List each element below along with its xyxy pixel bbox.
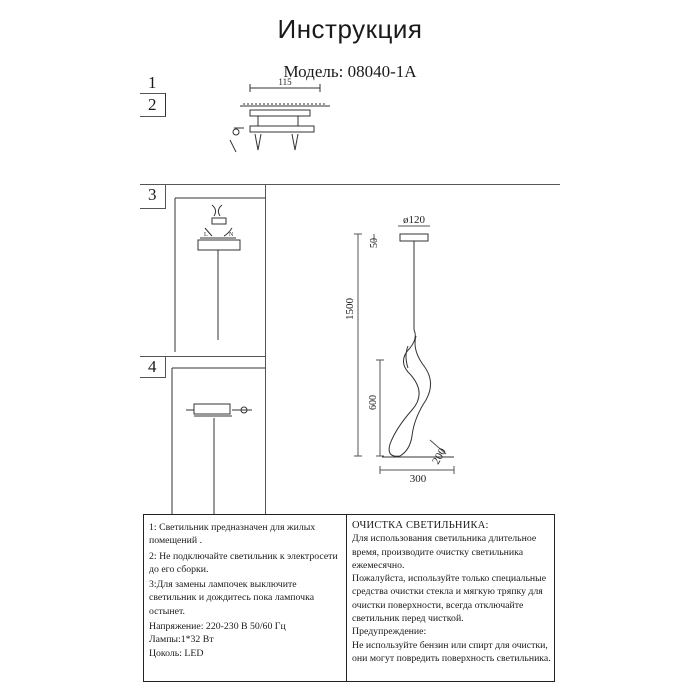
step-number-4: 4 bbox=[148, 357, 157, 376]
step-number-2: 2 bbox=[148, 95, 157, 114]
wiring-illustration bbox=[175, 198, 265, 352]
wire-label-neutral: N bbox=[229, 232, 234, 238]
warning-heading: Предупреждение: bbox=[352, 626, 427, 638]
spec-socket: Цоколь: LED bbox=[149, 647, 204, 659]
mounting-bracket-illustration bbox=[230, 84, 330, 152]
wire-label-live: L bbox=[204, 232, 208, 238]
cleaning-heading: ОЧИСТКА СВЕТИЛЬНИКА: bbox=[352, 520, 489, 531]
instruction-bulb-replacement: 3:Для замены лампочек выключите светильник и дождитесь пока лампочка остынет. bbox=[149, 579, 315, 617]
spec-lamps: Лампы:1*32 Вт bbox=[149, 634, 214, 646]
cleaning-method: Пожалуйста, используйте только специальные средства очистки стекла и мягкую тряпку для очистки поверхности, всегда отключайте светильник перед чисткой. bbox=[352, 573, 547, 625]
body-depth-label: 200 bbox=[430, 446, 449, 467]
body-width-label: 300 bbox=[409, 473, 427, 485]
bracket-width-label: 115 bbox=[278, 77, 292, 87]
instructions-left-column bbox=[144, 515, 346, 681]
cleaning-frequency: Для использования светильника длительное время, производите очистку светильника ежемесячно. bbox=[352, 533, 537, 571]
canopy-diameter-label: ø120 bbox=[403, 214, 425, 226]
body-height-label: 600 bbox=[368, 395, 379, 410]
instructions-box bbox=[143, 514, 555, 682]
total-height-label: 1500 bbox=[344, 298, 356, 320]
instructions-right-column bbox=[347, 515, 554, 681]
page-title: Инструкция bbox=[277, 14, 423, 44]
instruction-assembly: 2: Не подключайте светильник к электросети до его сборки. bbox=[149, 550, 338, 575]
spec-voltage: Напряжение: 220-230 В 50/60 Гц bbox=[149, 621, 286, 633]
canopy-height-label: 50 bbox=[369, 238, 380, 248]
instruction-usage: 1: Светильник предназначен для жилых помещений . bbox=[149, 522, 316, 547]
dimension-lines bbox=[354, 226, 454, 474]
pendant-lamp-drawing bbox=[382, 234, 454, 457]
canopy-fixing-illustration bbox=[172, 368, 265, 514]
warning-text: Не используйте бензин или спирт для очистки, они могут повредить поверхность светильника. bbox=[352, 639, 551, 664]
model-number: Модель: 08040-1A bbox=[283, 62, 417, 81]
step-number-3: 3 bbox=[148, 185, 157, 204]
step-number-1: 1 bbox=[148, 73, 157, 92]
